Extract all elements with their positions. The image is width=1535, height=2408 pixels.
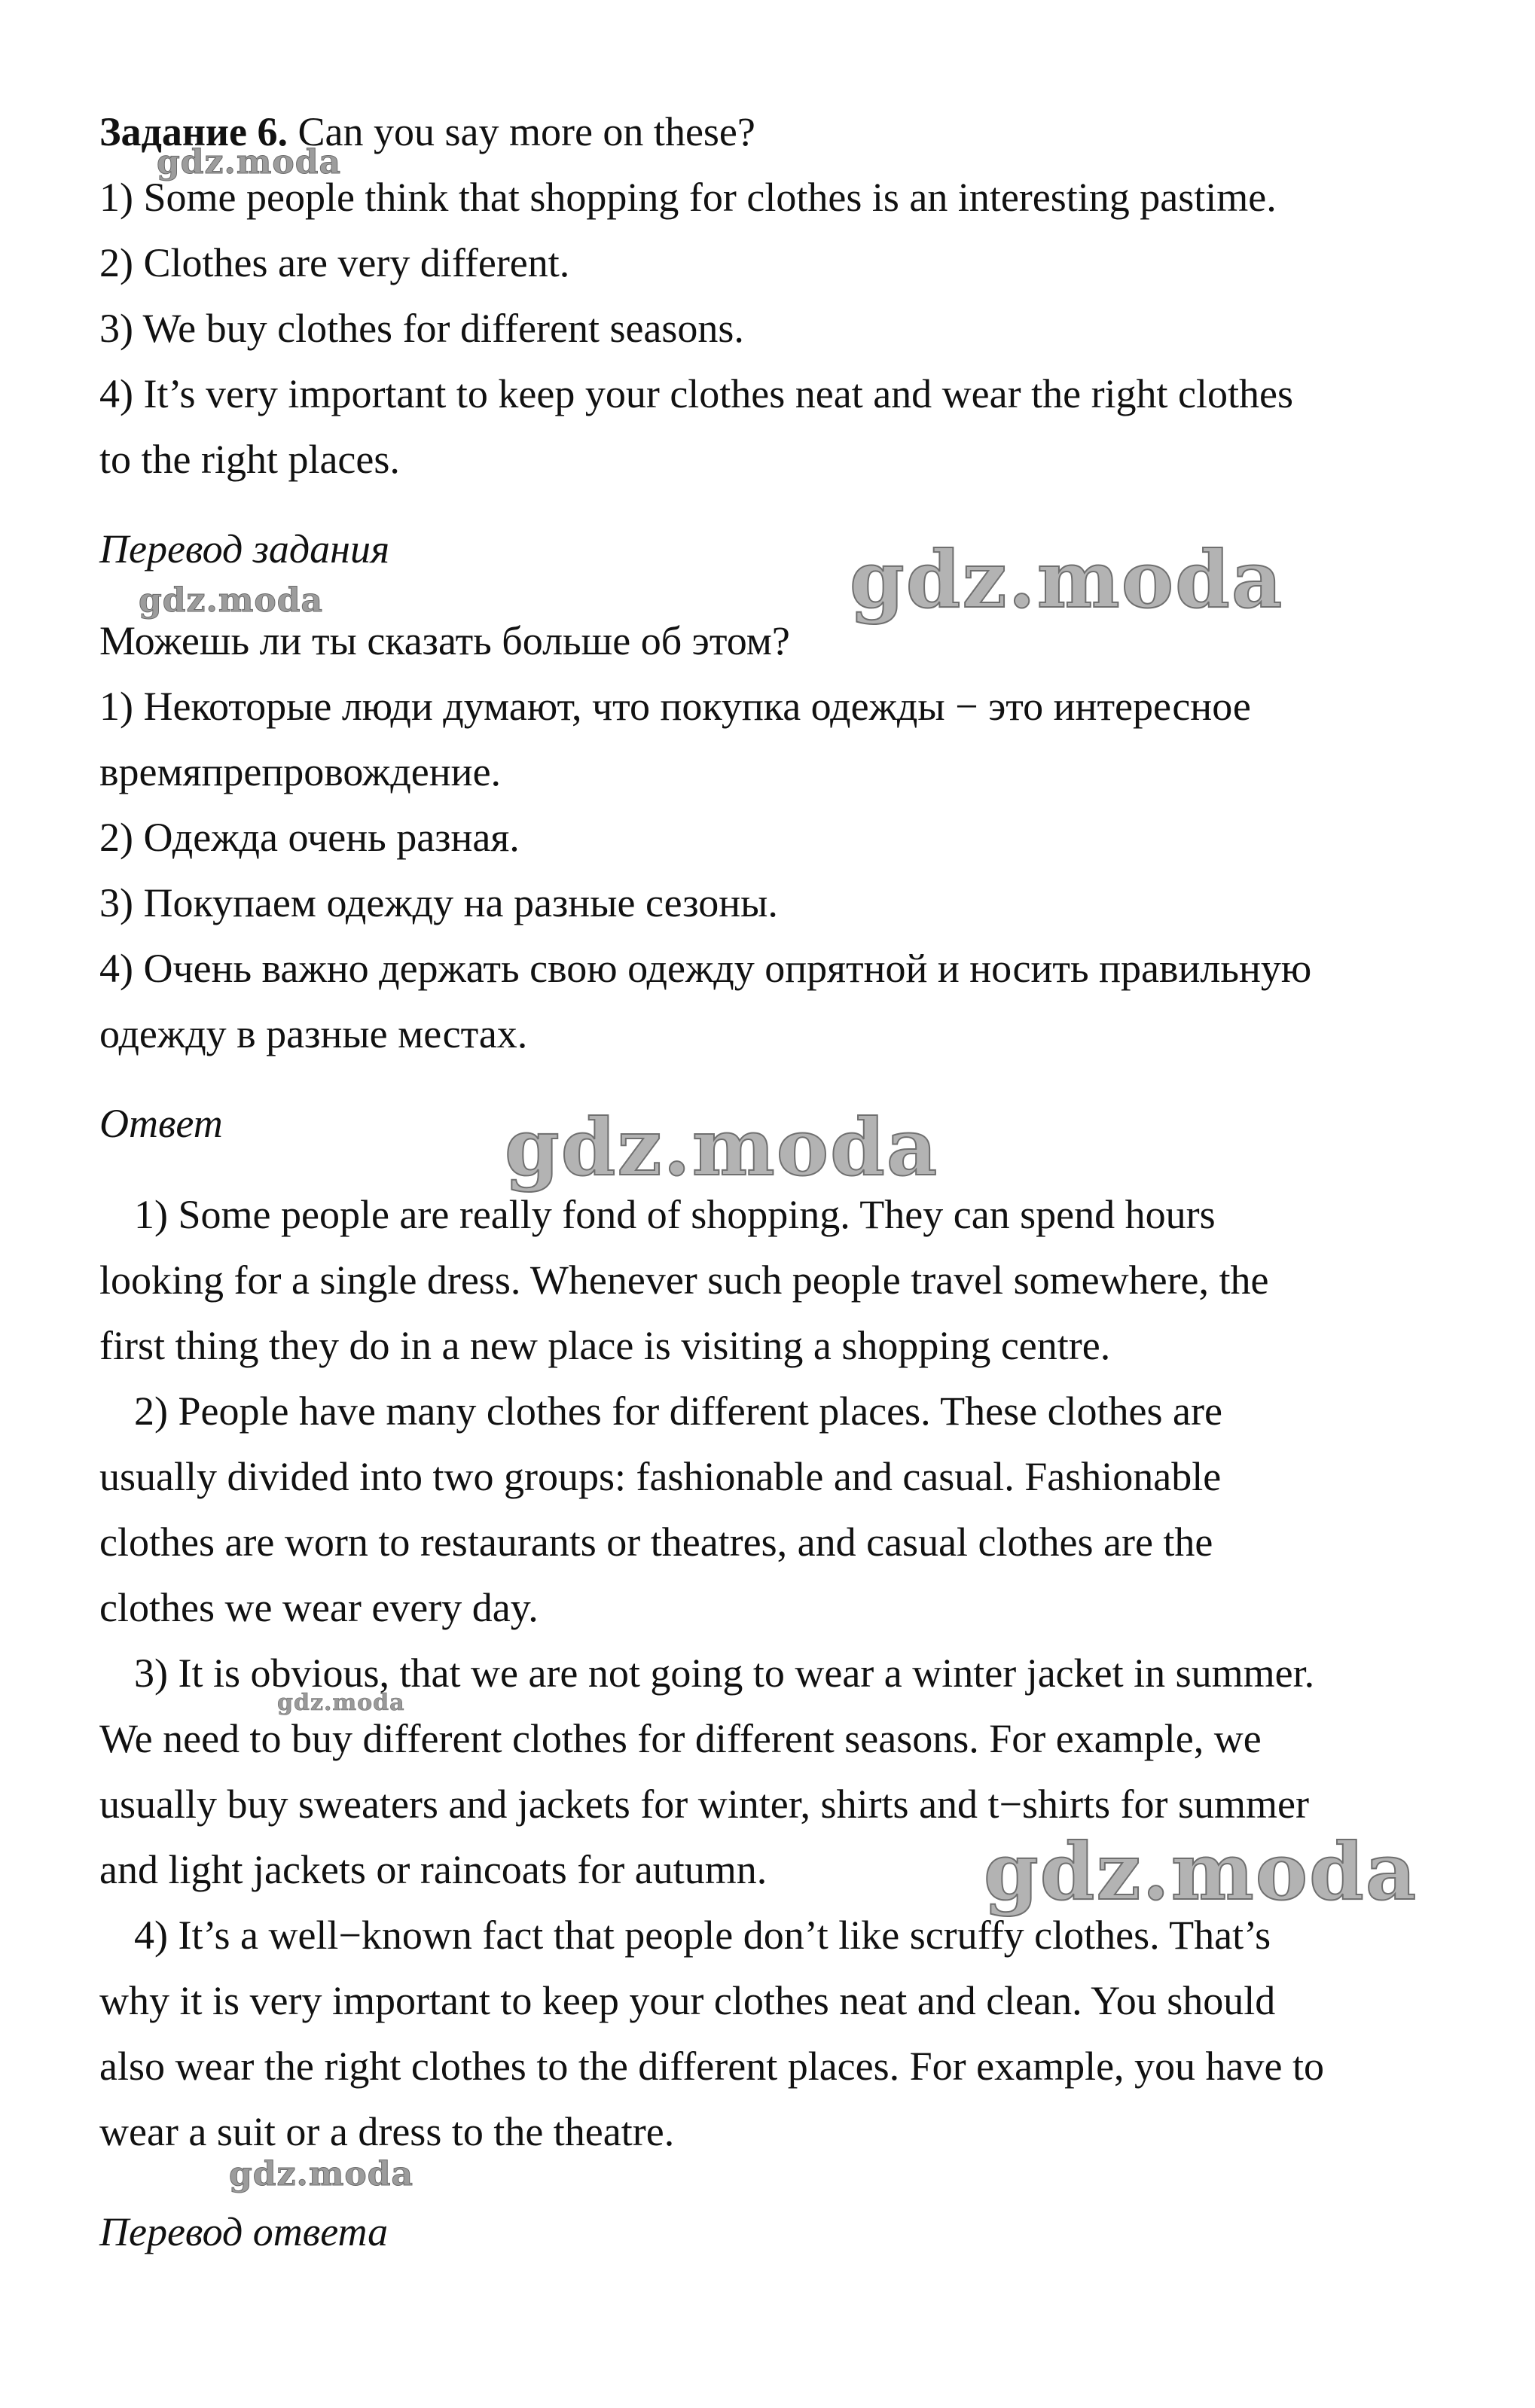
answer-line: wear a suit or a dress to the theatre.	[99, 2109, 675, 2154]
task-item: 4) It’s very important to keep your clothes neat and wear the right clothes	[99, 371, 1294, 416]
answer-line: 4) It’s a well−known fact that people don’t like scruffy clothes. That’s	[134, 1913, 1271, 1958]
translation-line: одежду в разные местах.	[99, 1011, 528, 1056]
translation-line: 2) Одежда очень разная.	[99, 815, 520, 860]
translation-line: 4) Очень важно держать свою одежду опрятной и носить правильную	[99, 946, 1312, 991]
watermark: gdz.moda	[984, 1825, 1418, 1918]
answer-line: first thing they do in a new place is visiting a shopping centre.	[99, 1323, 1111, 1368]
answer-line: 3) It is obvious, that we are not going to wear a winter jacket in summer.	[134, 1651, 1315, 1696]
task-title-line	[99, 99, 755, 165]
answer-line: We need to buy different clothes for different seasons. For example, we	[99, 1716, 1262, 1761]
answer-line: 1) Some people are really fond of shopping. They can spend hours	[134, 1192, 1216, 1237]
watermark: gdz.moda	[277, 1690, 405, 1716]
answer-line: clothes are worn to restaurants or theatres, and casual clothes are the	[99, 1519, 1213, 1565]
translation-line: времяпрепровождение.	[99, 749, 502, 794]
translation-line: Можешь ли ты сказать больше об этом?	[99, 618, 790, 663]
task-item: to the right places.	[99, 437, 400, 482]
task-question: Can you say more on these?	[298, 109, 755, 154]
task-item: 1) Some people think that shopping for clothes is an interesting pastime.	[99, 175, 1277, 220]
answer-line: looking for a single dress. Whenever such people travel somewhere, the	[99, 1257, 1269, 1303]
answer-line: 2) People have many clothes for different places. These clothes are	[134, 1388, 1222, 1434]
watermark: gdz.moda	[850, 533, 1284, 626]
answer-line: usually buy sweaters and jackets for winter, shirts and t−shirts for summer	[99, 1782, 1309, 1827]
answer-line: also wear the right clothes to the different places. For example, you have to	[99, 2044, 1324, 2089]
task-item: 2) Clothes are very different.	[99, 240, 570, 285]
answer-line: usually divided into two groups: fashionable and casual. Fashionable	[99, 1454, 1222, 1499]
watermark: gdz.moda	[505, 1101, 939, 1193]
translation-line: 1) Некоторые люди думают, что покупка одежды − это интересное	[99, 684, 1251, 729]
answer-line: clothes we wear every day.	[99, 1585, 539, 1630]
answer-translation-heading: Перевод ответа	[99, 2209, 389, 2254]
watermark: gdz.moda	[157, 143, 342, 181]
watermark: gdz.moda	[139, 581, 324, 620]
task-item: 3) We buy clothes for different seasons.	[99, 306, 744, 351]
watermark: gdz.moda	[229, 2155, 414, 2193]
translation-line: 3) Покупаем одежду на разные сезоны.	[99, 880, 778, 925]
answer-line: and light jackets or raincoats for autumn.	[99, 1847, 768, 1892]
task-label: Задание 6.	[99, 109, 288, 154]
answer-line: why it is very important to keep your clothes neat and clean. You should	[99, 1978, 1276, 2023]
answer-heading: Ответ	[99, 1101, 223, 1146]
translation-heading: Перевод задания	[99, 526, 390, 572]
